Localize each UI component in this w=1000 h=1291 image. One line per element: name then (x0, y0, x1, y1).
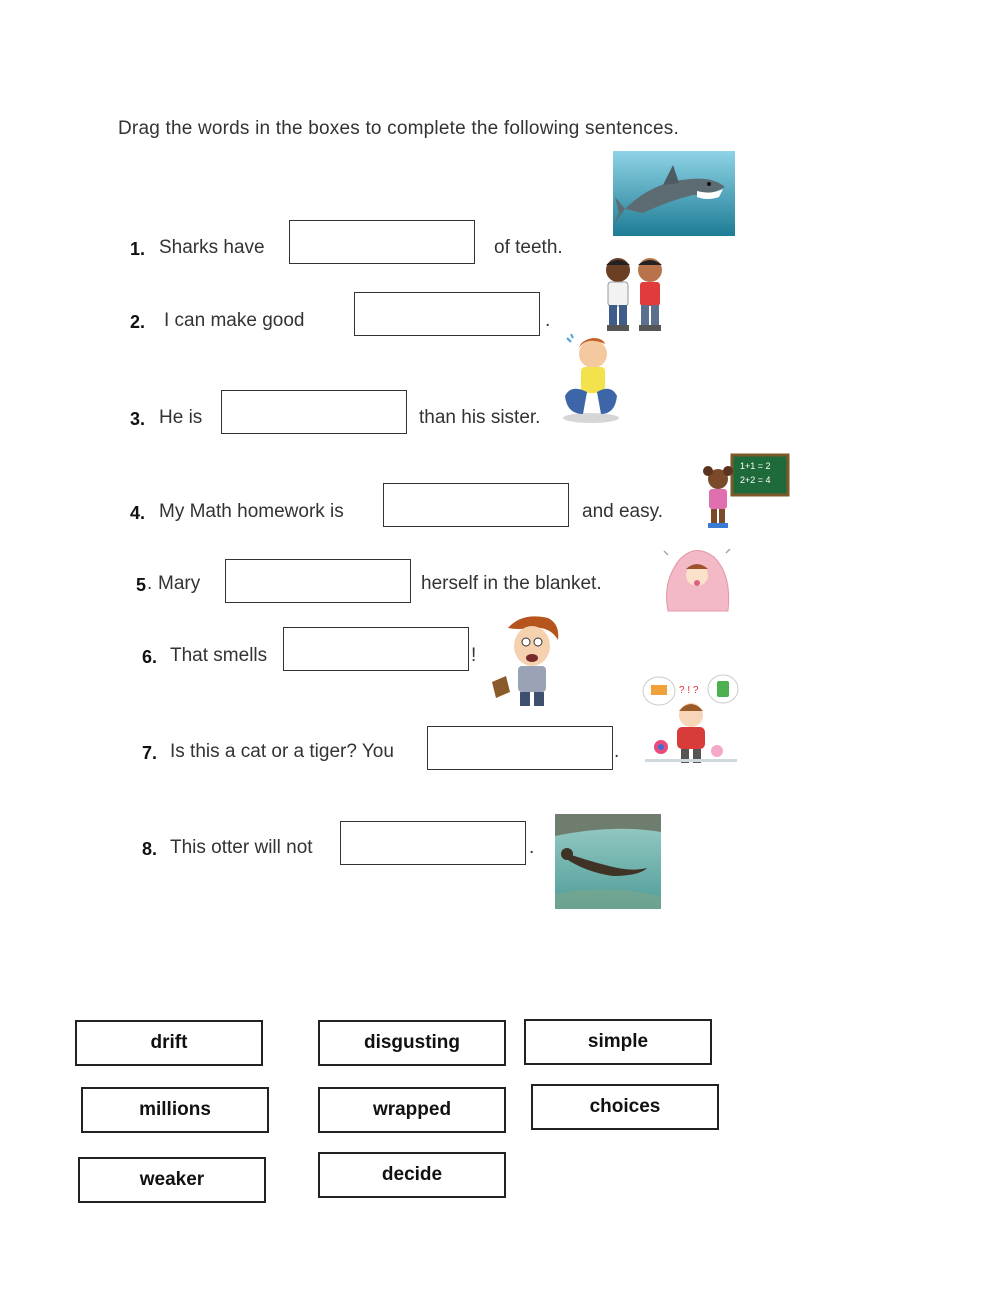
answer-drop-box-4[interactable] (383, 483, 569, 527)
sentence-number: 8. (142, 839, 158, 859)
word-chip-millions[interactable]: millions (81, 1087, 269, 1133)
answer-drop-box-5[interactable] (225, 559, 411, 603)
shark-image (613, 151, 735, 236)
sentence-text-after: and easy. (582, 501, 663, 522)
thought-symbols: ? ! ? (679, 685, 699, 696)
word-chip-choices[interactable]: choices (531, 1084, 719, 1130)
answer-drop-box-8[interactable] (340, 821, 526, 865)
sentence-text-before: My Math homework is (159, 501, 344, 522)
answer-drop-box-6[interactable] (283, 627, 469, 671)
sentence-text-before: He is (159, 407, 203, 428)
confused-girl-image (641, 673, 741, 768)
answer-drop-box-1[interactable] (289, 220, 475, 264)
sentence-number: 3. (130, 409, 146, 429)
sentence-text-after: ! (471, 645, 477, 666)
sentence-text-before: That smells (170, 645, 268, 666)
sentence-number-suffix: . (147, 573, 153, 594)
instruction-text: Drag the words in the boxes to complete the following sentences. (118, 118, 679, 139)
sentence-text-before: I can make good (164, 310, 305, 331)
sentence-number: 1. (130, 239, 146, 259)
sentence-text-after: . (529, 837, 535, 858)
sentence-text-before: Is this a cat or a tiger? You (170, 741, 394, 762)
sad-boy-image (557, 334, 625, 424)
sentence-number: 6. (142, 647, 158, 667)
sentence-number: 5 (136, 575, 147, 595)
sentence-text-before: Sharks have (159, 237, 265, 258)
answer-drop-box-2[interactable] (354, 292, 540, 336)
sentence-number: 4. (130, 503, 146, 523)
sentence-number: 2. (130, 312, 146, 332)
answer-drop-box-7[interactable] (427, 726, 613, 770)
word-chip-weaker[interactable]: weaker (78, 1157, 266, 1203)
answer-drop-box-3[interactable] (221, 390, 407, 434)
girl-in-blanket-image (660, 541, 734, 615)
sentence-text-before: This otter will not (170, 837, 313, 858)
two-boys-image (598, 255, 670, 333)
word-chip-simple[interactable]: simple (524, 1019, 712, 1065)
disgusted-boy-image (488, 612, 568, 712)
sentence-number: 7. (142, 743, 158, 763)
word-chip-decide[interactable]: decide (318, 1152, 506, 1198)
girl-chalkboard-image (698, 453, 790, 531)
sentence-text-before: Mary (158, 573, 201, 594)
sentence-text-after: . (614, 741, 620, 762)
word-chip-drift[interactable]: drift (75, 1020, 263, 1066)
chalkboard-line-2: 2+2 = 4 (740, 475, 771, 485)
word-chip-disgusting[interactable]: disgusting (318, 1020, 506, 1066)
sentence-text-after: herself in the blanket. (421, 573, 602, 594)
chalkboard-line-1: 1+1 = 2 (740, 461, 771, 471)
word-chip-wrapped[interactable]: wrapped (318, 1087, 506, 1133)
sentence-text-after: than his sister. (419, 407, 541, 428)
otter-image (555, 814, 661, 909)
sentence-text-after: of teeth. (494, 237, 563, 258)
sentence-text-after: . (545, 310, 551, 331)
